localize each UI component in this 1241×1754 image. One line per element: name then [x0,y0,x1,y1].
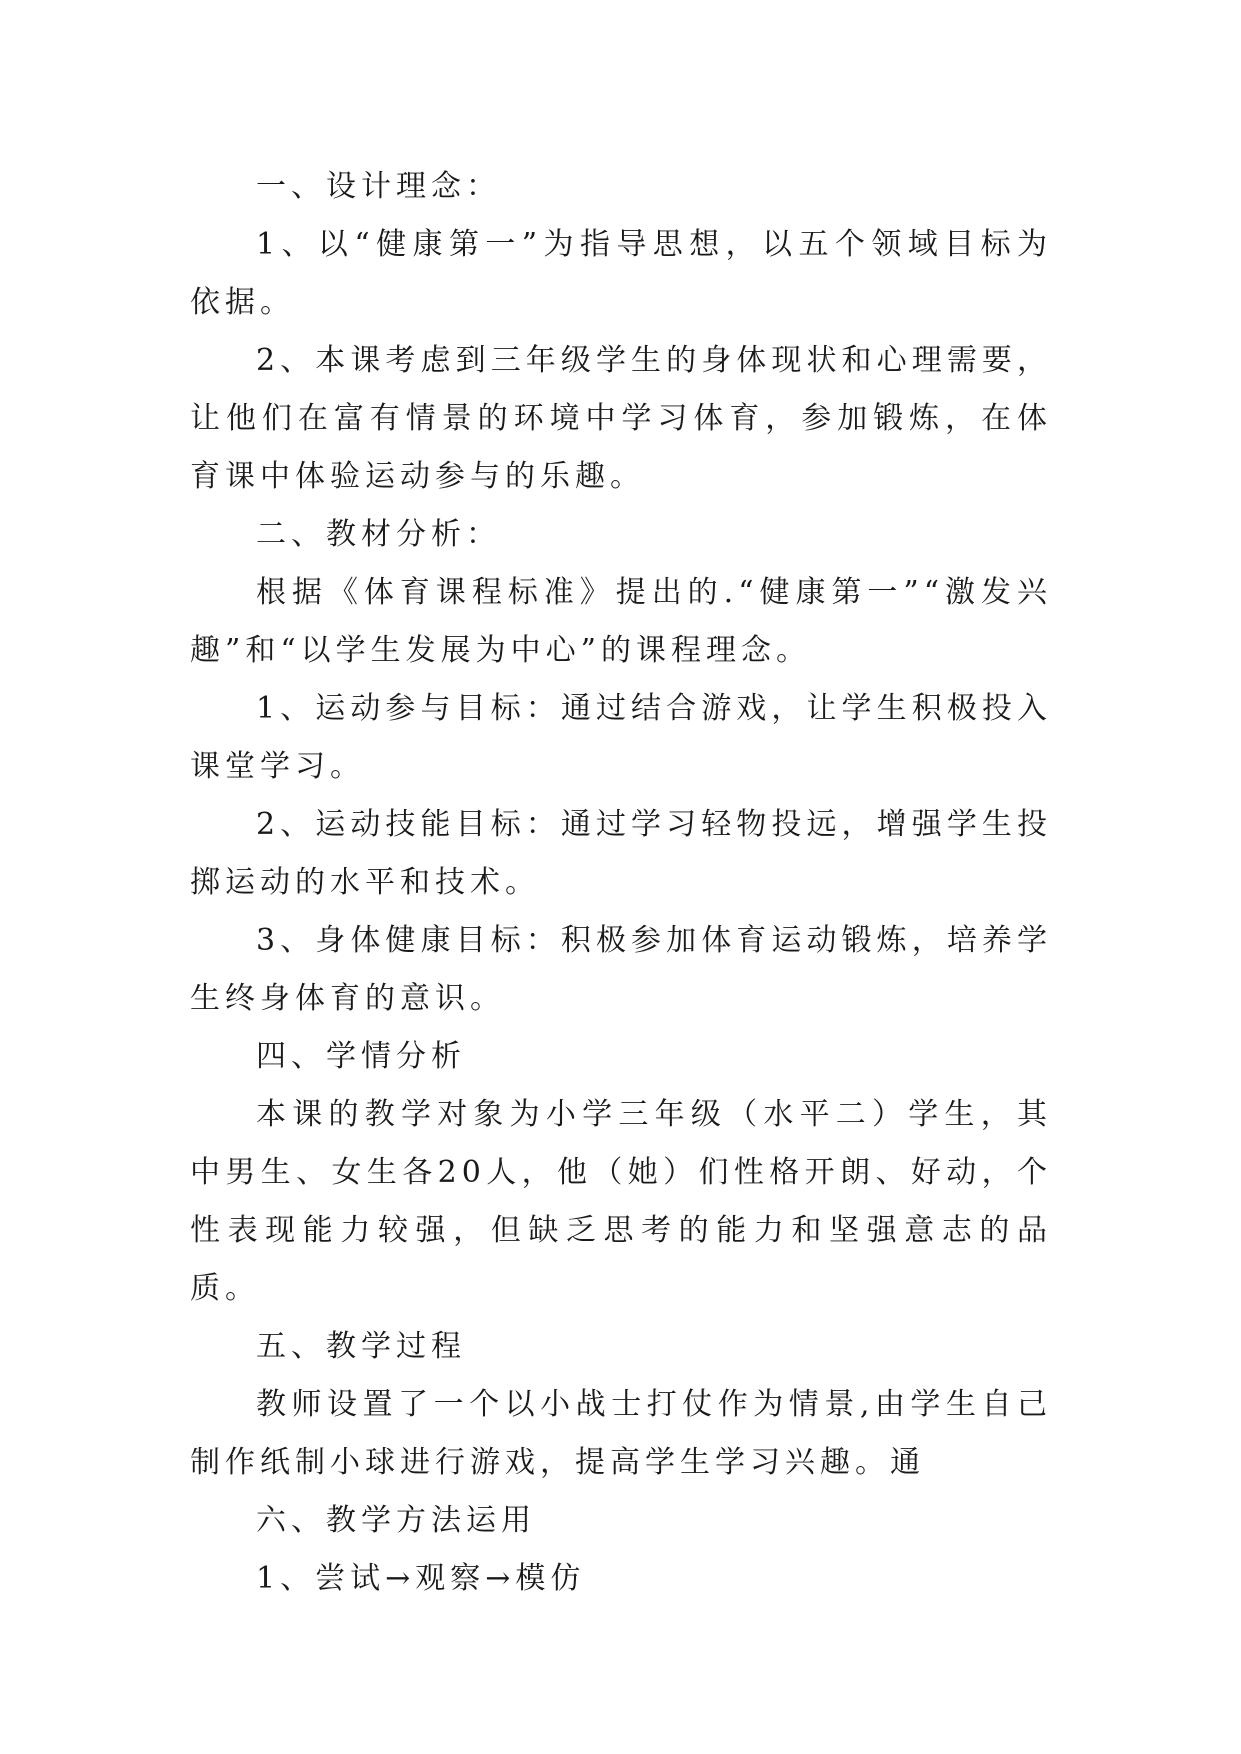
paragraph: 根据《体育课程标准》提出的.“健康第一”“激发兴趣”和“以学生发展为中心”的课程理念。 [190,575,1052,668]
heading-material-analysis: 二、教材分析： [256,517,501,552]
paragraph: 2、运动技能目标：通过学习轻物投远，增强学生投掷运动的水平和技术。 [190,807,1052,900]
paragraph: 1、运动参与目标：通过结合游戏，让学生积极投入课堂学习。 [190,691,1052,784]
paragraph: 教师设置了一个以小战士打仗作为情景,由学生自己制作纸制小球进行游戏，提高学生学习兴趣。通 [190,1387,1052,1480]
heading-teaching-process: 五、教学过程 [256,1329,466,1364]
paragraph: 1、以“健康第一”为指导思想，以五个领域目标为依据。 [190,227,1052,320]
document-body [190,158,1052,1608]
heading-design-concept: 一、设计理念： [256,169,501,204]
paragraph: 1、尝试→观察→模仿 [256,1561,586,1596]
paragraph: 本课的教学对象为小学三年级（水平二）学生，其中男生、女生各20人，他（她）们性格开朗、好动，个性表现能力较强，但缺乏思考的能力和坚强意志的品质。 [190,1097,1052,1306]
heading-teaching-methods: 六、教学方法运用 [256,1503,536,1538]
paragraph: 2、本课考虑到三年级学生的身体现状和心理需要，让他们在富有情景的环境中学习体育，参加锻炼，在体育课中体验运动参与的乐趣。 [190,343,1052,494]
paragraph: 3、身体健康目标：积极参加体育运动锻炼，培养学生终身体育的意识。 [190,923,1052,1016]
heading-student-analysis: 四、学情分析 [256,1039,466,1074]
